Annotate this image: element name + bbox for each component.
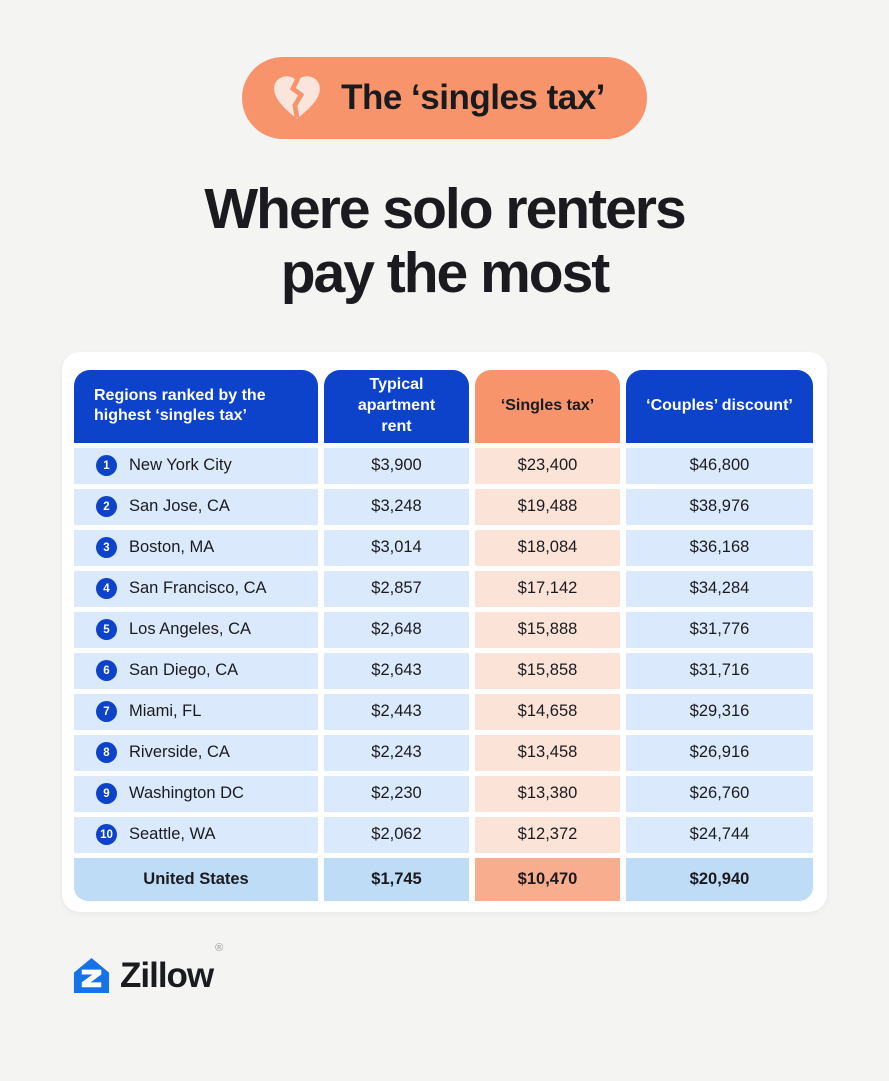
pill-label: The ‘singles tax’ [341,78,605,117]
region-name: Miami, FL [129,702,202,721]
table-row-region [74,530,318,566]
table-row-region [74,612,318,648]
summary-cell-couples_discount: $20,940 [626,858,813,901]
table-row-region [74,817,318,853]
zillow-house-icon [72,956,111,995]
title-line-1: Where solo renters [204,177,685,241]
rank-badge: 2 [96,496,117,517]
region-name: Los Angeles, CA [129,620,251,639]
rank-badge: 4 [96,578,117,599]
broken-heart-icon [270,73,324,123]
rank-badge: 5 [96,619,117,640]
region-name: Washington DC [129,784,244,803]
table-row-region [74,735,318,771]
cell-singles_tax: $15,888 [475,612,620,648]
table-row-region [74,653,318,689]
region-name: New York City [129,456,232,475]
page-title [0,177,889,306]
rank-badge: 3 [96,537,117,558]
region-name: San Francisco, CA [129,579,267,598]
cell-rent: $2,062 [324,817,469,853]
cell-couples_discount: $46,800 [626,448,813,484]
column-header-region: Regions ranked by the highest ‘singles tax’ [74,370,318,443]
cell-rent: $2,648 [324,612,469,648]
cell-rent: $3,014 [324,530,469,566]
rank-badge: 8 [96,742,117,763]
region-name: Seattle, WA [129,825,216,844]
cell-rent: $2,243 [324,735,469,771]
cell-couples_discount: $36,168 [626,530,813,566]
region-name: Riverside, CA [129,743,230,762]
rank-badge: 10 [96,824,117,845]
rank-badge: 1 [96,455,117,476]
cell-rent: $2,230 [324,776,469,812]
cell-rent: $2,643 [324,653,469,689]
cell-singles_tax: $19,488 [475,489,620,525]
column-header-rent: Typical apartment rent [324,370,469,443]
cell-couples_discount: $31,716 [626,653,813,689]
cell-singles_tax: $13,458 [475,735,620,771]
cell-couples_discount: $26,760 [626,776,813,812]
column-header-singles_tax: ‘Singles tax’ [475,370,620,443]
region-name: San Diego, CA [129,661,239,680]
table-card [62,352,827,912]
table-row-region [74,489,318,525]
cell-couples_discount: $24,744 [626,817,813,853]
cell-rent: $2,443 [324,694,469,730]
table-row-region [74,776,318,812]
registered-mark: ® [215,941,223,954]
rank-badge: 7 [96,701,117,722]
column-header-couples_discount: ‘Couples’ discount’ [626,370,813,443]
cell-singles_tax: $14,658 [475,694,620,730]
singles-tax-infographic [0,57,889,1081]
table-row-region [74,694,318,730]
region-name: Boston, MA [129,538,215,557]
summary-cell-singles_tax: $10,470 [475,858,620,901]
cell-rent: $2,857 [324,571,469,607]
summary-cell-rent: $1,745 [324,858,469,901]
cell-couples_discount: $29,316 [626,694,813,730]
summary-row-region: United States [74,858,318,901]
cell-couples_discount: $34,284 [626,571,813,607]
cell-singles_tax: $23,400 [475,448,620,484]
singles-tax-table [74,370,815,901]
cell-rent: $3,900 [324,448,469,484]
singles-tax-pill-badge [242,57,647,139]
cell-couples_discount: $31,776 [626,612,813,648]
cell-singles_tax: $13,380 [475,776,620,812]
rank-badge: 6 [96,660,117,681]
title-line-2: pay the most [280,241,609,306]
cell-singles_tax: $17,142 [475,571,620,607]
table-row-region [74,571,318,607]
cell-singles_tax: $15,858 [475,653,620,689]
zillow-logo [72,941,889,996]
cell-rent: $3,248 [324,489,469,525]
table-row-region [74,448,318,484]
cell-couples_discount: $38,976 [626,489,813,525]
region-name: San Jose, CA [129,497,230,516]
cell-couples_discount: $26,916 [626,735,813,771]
rank-badge: 9 [96,783,117,804]
cell-singles_tax: $18,084 [475,530,620,566]
cell-singles_tax: $12,372 [475,817,620,853]
zillow-wordmark: Zillow® [120,941,223,995]
